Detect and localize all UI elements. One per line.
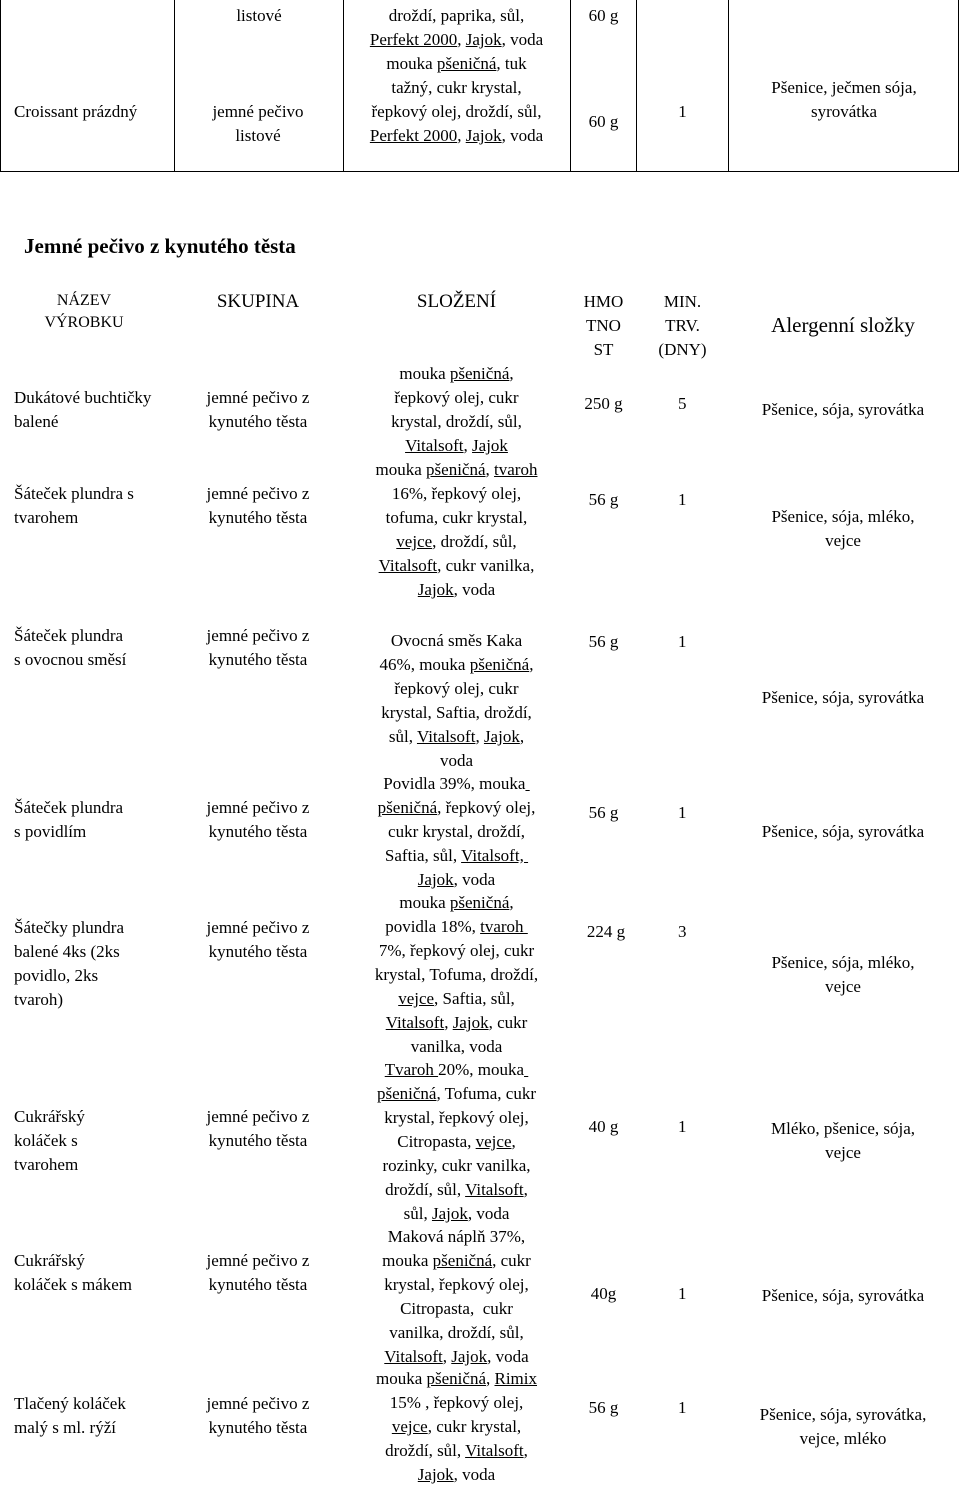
product-weight: 56 g: [588, 490, 619, 509]
product-days: 1: [678, 1117, 687, 1136]
product-weight: 56 g: [588, 1398, 619, 1417]
section-title: Jemné pečivo z kynutého těsta: [24, 234, 296, 258]
prev-row-composition: droždí, paprika, sůl, Perfekt 2000, Jajok, voda: [369, 6, 544, 49]
header-weight: HMO TNO ST: [583, 292, 624, 359]
prev-row-group: listové: [236, 6, 282, 25]
product-weight: 40 g: [588, 1117, 619, 1136]
product-composition: Maková náplň 37%, mouka pšeničná, cukr krystal, řepkový olej, Citropasta, cukr vanilka, droždí, sůl, Vitalsoft, Jajok, voda: [382, 1227, 531, 1366]
header-days: MIN. TRV. (DNY): [658, 292, 707, 359]
product-weight: 56 g: [588, 632, 619, 651]
product-group: jemné pečivo z kynutého těsta: [206, 1251, 310, 1294]
product-group: jemné pečivo z kynutého těsta: [206, 484, 310, 527]
prev-row-weight: 60 g: [588, 6, 619, 25]
product-days: 3: [678, 922, 687, 941]
product-allergens: Pšenice, sója, mléko, vejce: [771, 507, 915, 550]
croissant-allergens: Pšenice, ječmen sója, syrovátka: [771, 78, 917, 121]
croissant-group: jemné pečivo listové: [212, 102, 304, 145]
croissant-weight: 60 g: [588, 112, 619, 131]
product-name: Šáteček plundra s ovocnou směsí: [14, 626, 127, 669]
product-composition: mouka pšeničná, tvaroh 16%, řepkový olej, tofuma, cukr krystal, vejce, droždí, sůl, Vitalsoft, cukr vanilka, Jajok, voda: [375, 460, 538, 599]
croissant-composition: mouka pšeničná, tuk tažný, cukr krystal, řepkový olej, droždí, sůl, Perfekt 2000, Jajok, voda: [369, 54, 544, 145]
product-allergens: Pšenice, sója, mléko, vejce: [771, 953, 915, 996]
product-days: 1: [678, 490, 687, 509]
product-weight: 224 g: [586, 922, 626, 941]
product-group: jemné pečivo z kynutého těsta: [206, 388, 310, 431]
product-composition: Tvaroh 20%, mouka pšeničná, Tofuma, cukr krystal, řepkový olej, Citropasta, vejce, rozinky, cukr vanilka, droždí, sůl, Vitalsoft, sůl, Jajok, voda: [376, 1060, 536, 1223]
croissant-days: 1: [678, 102, 687, 121]
product-allergens: Pšenice, sója, syrovátka, vejce, mléko: [759, 1405, 927, 1448]
product-group: jemné pečivo z kynutého těsta: [206, 918, 310, 961]
product-allergens: Pšenice, sója, syrovátka: [761, 688, 925, 707]
header-allergens: Alergenní složky: [771, 313, 915, 337]
product-composition: mouka pšeničná, povidla 18%, tvaroh 7%, řepkový olej, cukr krystal, Tofuma, droždí, vejce, Saftia, sůl, Vitalsoft, Jajok, cukr vanilka, voda: [374, 893, 539, 1056]
product-weight: 56 g: [588, 803, 619, 822]
croissant-name: Croissant prázdný: [14, 102, 138, 121]
product-days: 1: [678, 1398, 687, 1417]
product-name: Šáteček plundra s tvarohem: [14, 484, 134, 527]
product-group: jemné pečivo z kynutého těsta: [206, 1394, 310, 1437]
product-name: Cukrářský koláček s tvarohem: [14, 1107, 85, 1174]
header-group: SKUPINA: [216, 291, 300, 312]
product-allergens: Mléko, pšenice, sója, vejce: [771, 1119, 915, 1162]
product-composition: mouka pšeničná, řepkový olej, cukr krystal, droždí, sůl, Vitalsoft, Jajok: [391, 364, 522, 455]
product-name: Šáteček plundra s povidlím: [14, 798, 124, 841]
product-group: jemné pečivo z kynutého těsta: [206, 798, 310, 841]
product-days: 5: [678, 394, 687, 413]
product-name: Cukrářský koláček s mákem: [14, 1251, 133, 1294]
header-name: NÁZEV VÝROBKU: [44, 292, 124, 331]
product-days: 1: [678, 1284, 687, 1303]
header-composition: SLOŽENÍ: [416, 291, 497, 312]
product-allergens: Pšenice, sója, syrovátka: [761, 1286, 925, 1305]
product-weight: 250 g: [584, 394, 623, 413]
product-allergens: Pšenice, sója, syrovátka: [761, 822, 925, 841]
product-name: Tlačený koláček malý s ml. rýží: [14, 1394, 126, 1437]
product-weight: 40g: [590, 1284, 617, 1303]
product-name: Šátečky plundra balené 4ks (2ks povidlo, 2ks tvaroh): [14, 918, 124, 1009]
product-group: jemné pečivo z kynutého těsta: [206, 1107, 310, 1150]
product-allergens: Pšenice, sója, syrovátka: [761, 400, 925, 419]
product-composition: Povidla 39%, mouka pšeničná, řepkový olej, cukr krystal, droždí, Saftia, sůl, Vitalsoft, Jajok, voda: [377, 774, 536, 889]
product-composition: mouka pšeničná, Rimix 15% , řepkový olej, vejce, cukr krystal, droždí, sůl, Vitalsoft, Jajok, voda: [375, 1369, 538, 1484]
product-days: 1: [678, 803, 687, 822]
product-days: 1: [678, 632, 687, 651]
product-composition: Ovocná směs Kaka 46%, mouka pšeničná, řepkový olej, cukr krystal, Saftia, droždí, sůl, Vitalsoft, Jajok, voda: [379, 631, 534, 770]
product-group: jemné pečivo z kynutého těsta: [206, 626, 310, 669]
product-name: Dukátové buchtičky balené: [14, 388, 152, 431]
